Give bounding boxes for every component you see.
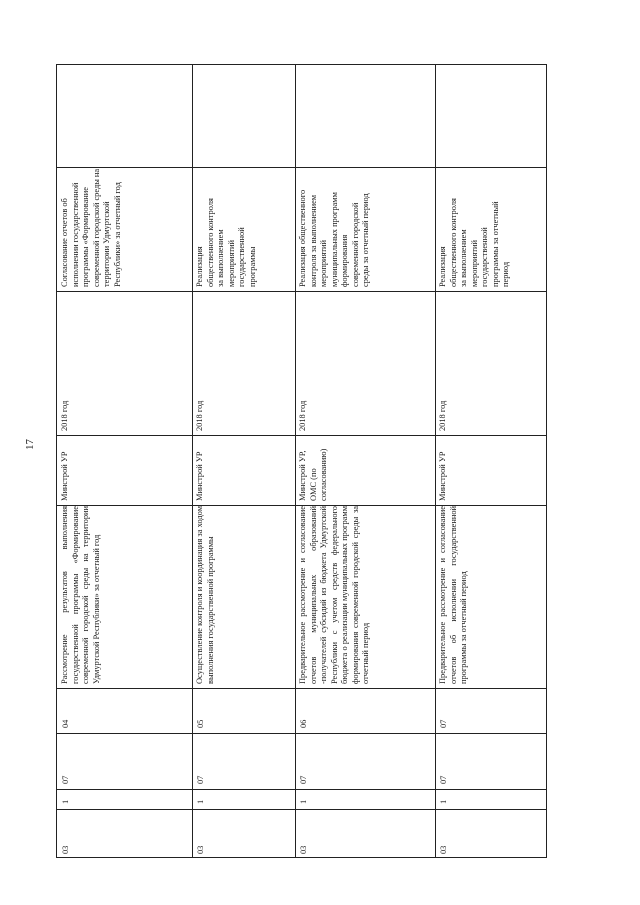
row3-action: Предварительное рассмотрение и согласование отчетов муниципальных образований -получателей субсидий из бюджета Удмуртской Республики с учетом средств федерального бюджета о реализации муниципальных программ формирования современной городской среды за отчетный период bbox=[298, 506, 370, 684]
row2-executor: Минстрой УР bbox=[195, 451, 204, 501]
row1-result: Согласование отчетов об исполнении государственной программы «Формирование современной городской среды на территории Удмуртской Республики» за отчетный год bbox=[60, 168, 122, 287]
row-divider bbox=[435, 65, 436, 857]
row1-executor: Минстрой УР bbox=[60, 451, 69, 501]
row4-code-item: 07 bbox=[439, 719, 448, 728]
row3-result: Реализация общественного контроля за выполнением мероприятий муниципальных программ формирования современной городской среды за отчетный период bbox=[298, 189, 370, 287]
row2-period: 2018 год bbox=[195, 400, 204, 431]
column-divider bbox=[57, 733, 546, 734]
row2-code-section: 03 bbox=[196, 845, 205, 854]
row4-executor: Минстрой УР bbox=[438, 451, 447, 501]
row3-executor: Минстрой УР, ОМС (по согласованию) bbox=[298, 448, 328, 501]
row4-code-section: 03 bbox=[439, 845, 448, 854]
row4-code-sub: 1 bbox=[439, 799, 448, 804]
row1-code-section: 03 bbox=[61, 845, 70, 854]
row2-action: Осуществление контроля и координация за ходом выполнения государственной программы bbox=[195, 506, 215, 684]
row2-code-item: 05 bbox=[196, 719, 205, 728]
row2-result: Реализация общественного контроля за выполнением мероприятий государственной программы bbox=[195, 198, 257, 287]
row1-code-group: 07 bbox=[61, 775, 70, 784]
row3-period: 2018 год bbox=[298, 400, 307, 431]
row3-code-group: 07 bbox=[299, 775, 308, 784]
row1-code-item: 04 bbox=[61, 719, 70, 728]
row1-code-sub: 1 bbox=[61, 799, 70, 804]
row4-result: Реализация общественного контроля за выполнением мероприятий государственной программы за отчетный период bbox=[438, 198, 510, 287]
column-divider bbox=[57, 809, 546, 810]
row4-code-group: 07 bbox=[439, 775, 448, 784]
row-divider bbox=[192, 65, 193, 857]
row-divider bbox=[295, 65, 296, 857]
page-number: 17 bbox=[24, 439, 36, 450]
column-divider bbox=[57, 688, 546, 689]
row1-period: 2018 год bbox=[60, 400, 69, 431]
row1-action: Рассмотрение результатов выполнения государственной программы «Формирование современной городской среды на территории Удмуртской Республики» за отчетный год bbox=[60, 506, 101, 684]
row2-code-group: 07 bbox=[196, 775, 205, 784]
program-table bbox=[56, 64, 547, 858]
row3-code-item: 06 bbox=[299, 719, 308, 728]
row4-action: Предварительное рассмотрение и согласование отчетов об исполнении государственной программы за отчетный период bbox=[438, 506, 468, 684]
row3-code-section: 03 bbox=[299, 845, 308, 854]
row4-period: 2018 год bbox=[438, 400, 447, 431]
row2-code-sub: 1 bbox=[196, 799, 205, 804]
row3-code-sub: 1 bbox=[299, 799, 308, 804]
column-divider bbox=[57, 789, 546, 790]
